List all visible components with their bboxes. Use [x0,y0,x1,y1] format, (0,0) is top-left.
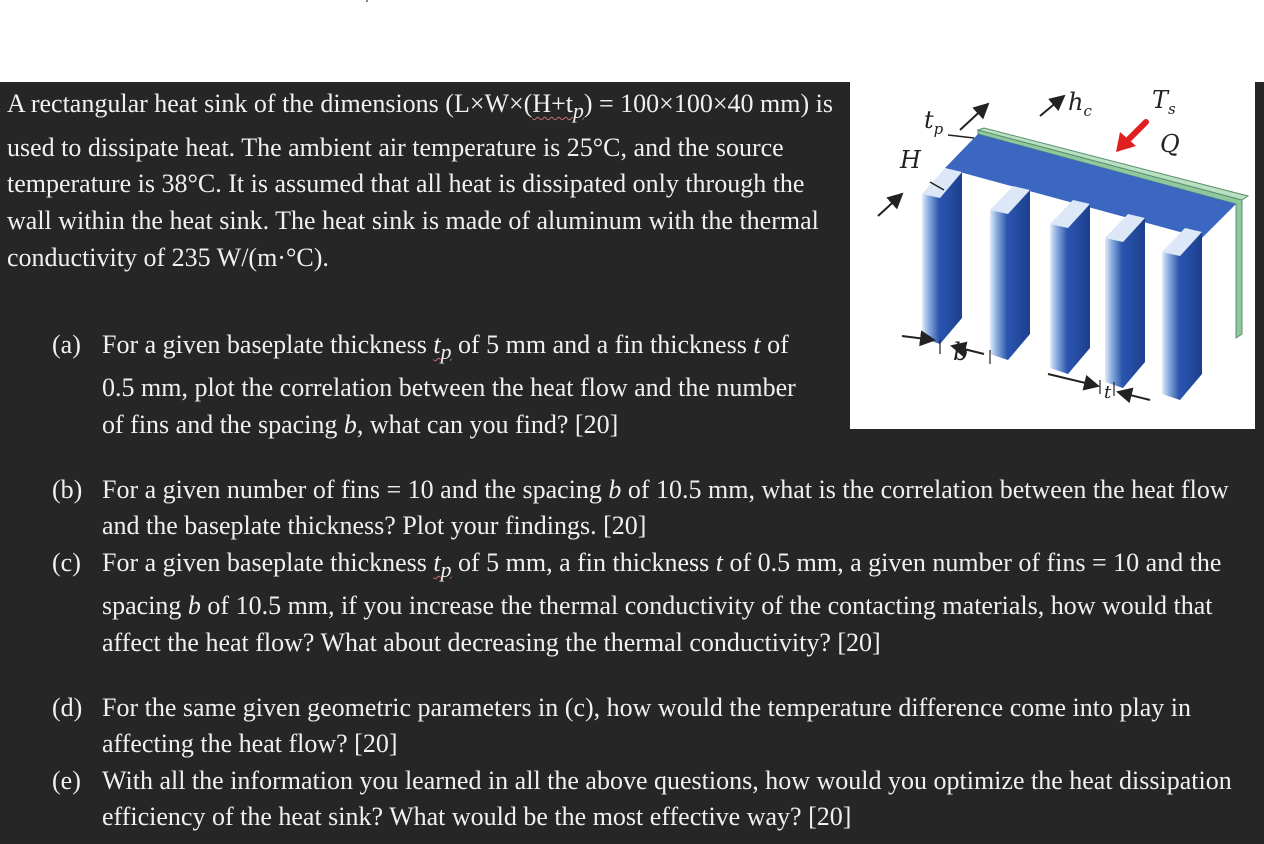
fin-2 [990,186,1030,360]
question-text: For a given number of fins = 10 and the spacing b of 10.5 mm, what is the correlation between the heat flow and the baseplate thickness? Plot your findings. [20] [102,475,1229,541]
fin-5 [1162,228,1202,400]
problem-panel [0,82,1264,844]
heat-input-arrow [1116,122,1146,152]
question-a [52,327,822,443]
question-b [52,472,1252,544]
question-label: (b) [52,475,83,504]
question-text: With all the information you learned in all the above questions, how would you optimize the heat dissipation efficiency of the heat sink? What would be the most effective way? [20] [102,766,1232,832]
fin-1 [922,168,962,344]
label-tp: $t_p$ [924,106,944,138]
question-text: For a given baseplate thickness $t_p$ of 5 mm, a fin thickness t of 0.5 mm, a given number of fins = 10 and the spacing b of 10.5 mm, if you increase the thermal conductivity of the contacting materials, how would that affect the heat flow? What about decreasing the thermal conductivity? [20] [102,548,1222,657]
question-text: For the same given geometric parameters in (c), how would the temperature difference come into play in affecting the heat flow? [20] [102,693,1191,759]
question-text: For a given baseplate thickness $t_p$ of 5 mm and a fin thickness t of 0.5 mm, plot the correlation between the heat flow and the number of fins and the spacing b, what can you find? [20] [102,330,796,439]
fin-3 [1050,200,1090,374]
label-H: H [900,146,921,174]
question-c [52,545,1252,661]
question-d [52,690,1252,762]
question-label: (c) [52,548,81,577]
heat-sink-figure [850,82,1255,429]
label-t: t [1104,382,1112,403]
heat-sink-diagram [850,82,1255,429]
label-b: b [953,338,969,366]
problem-statement: A rectangular heat sink of the dimensions ($L\times W\times(H+t_p) = 100\times 100\times 40$ mm) is used to dissipate heat. The ambient air temperature is 25°C, and the source temperature is 38°C. It is assumed that all heat is dissipated only through the wall within the heat sink. The heat sink is made of aluminum with the thermal conductivity of 235 W/(m·°C). [7,89,833,272]
label-hc: $h_c$ [1068,88,1092,120]
label-Ts: $T_s$ [1152,86,1176,118]
fin-4 [1105,214,1145,388]
stray-dot [366,0,368,2]
question-label: (d) [52,693,83,722]
question-label: (a) [52,330,81,359]
question-label: (e) [52,766,81,795]
dimension-term: $H+t_p$ [532,89,584,124]
label-Q: Q [1160,130,1180,158]
question-e [52,763,1252,835]
